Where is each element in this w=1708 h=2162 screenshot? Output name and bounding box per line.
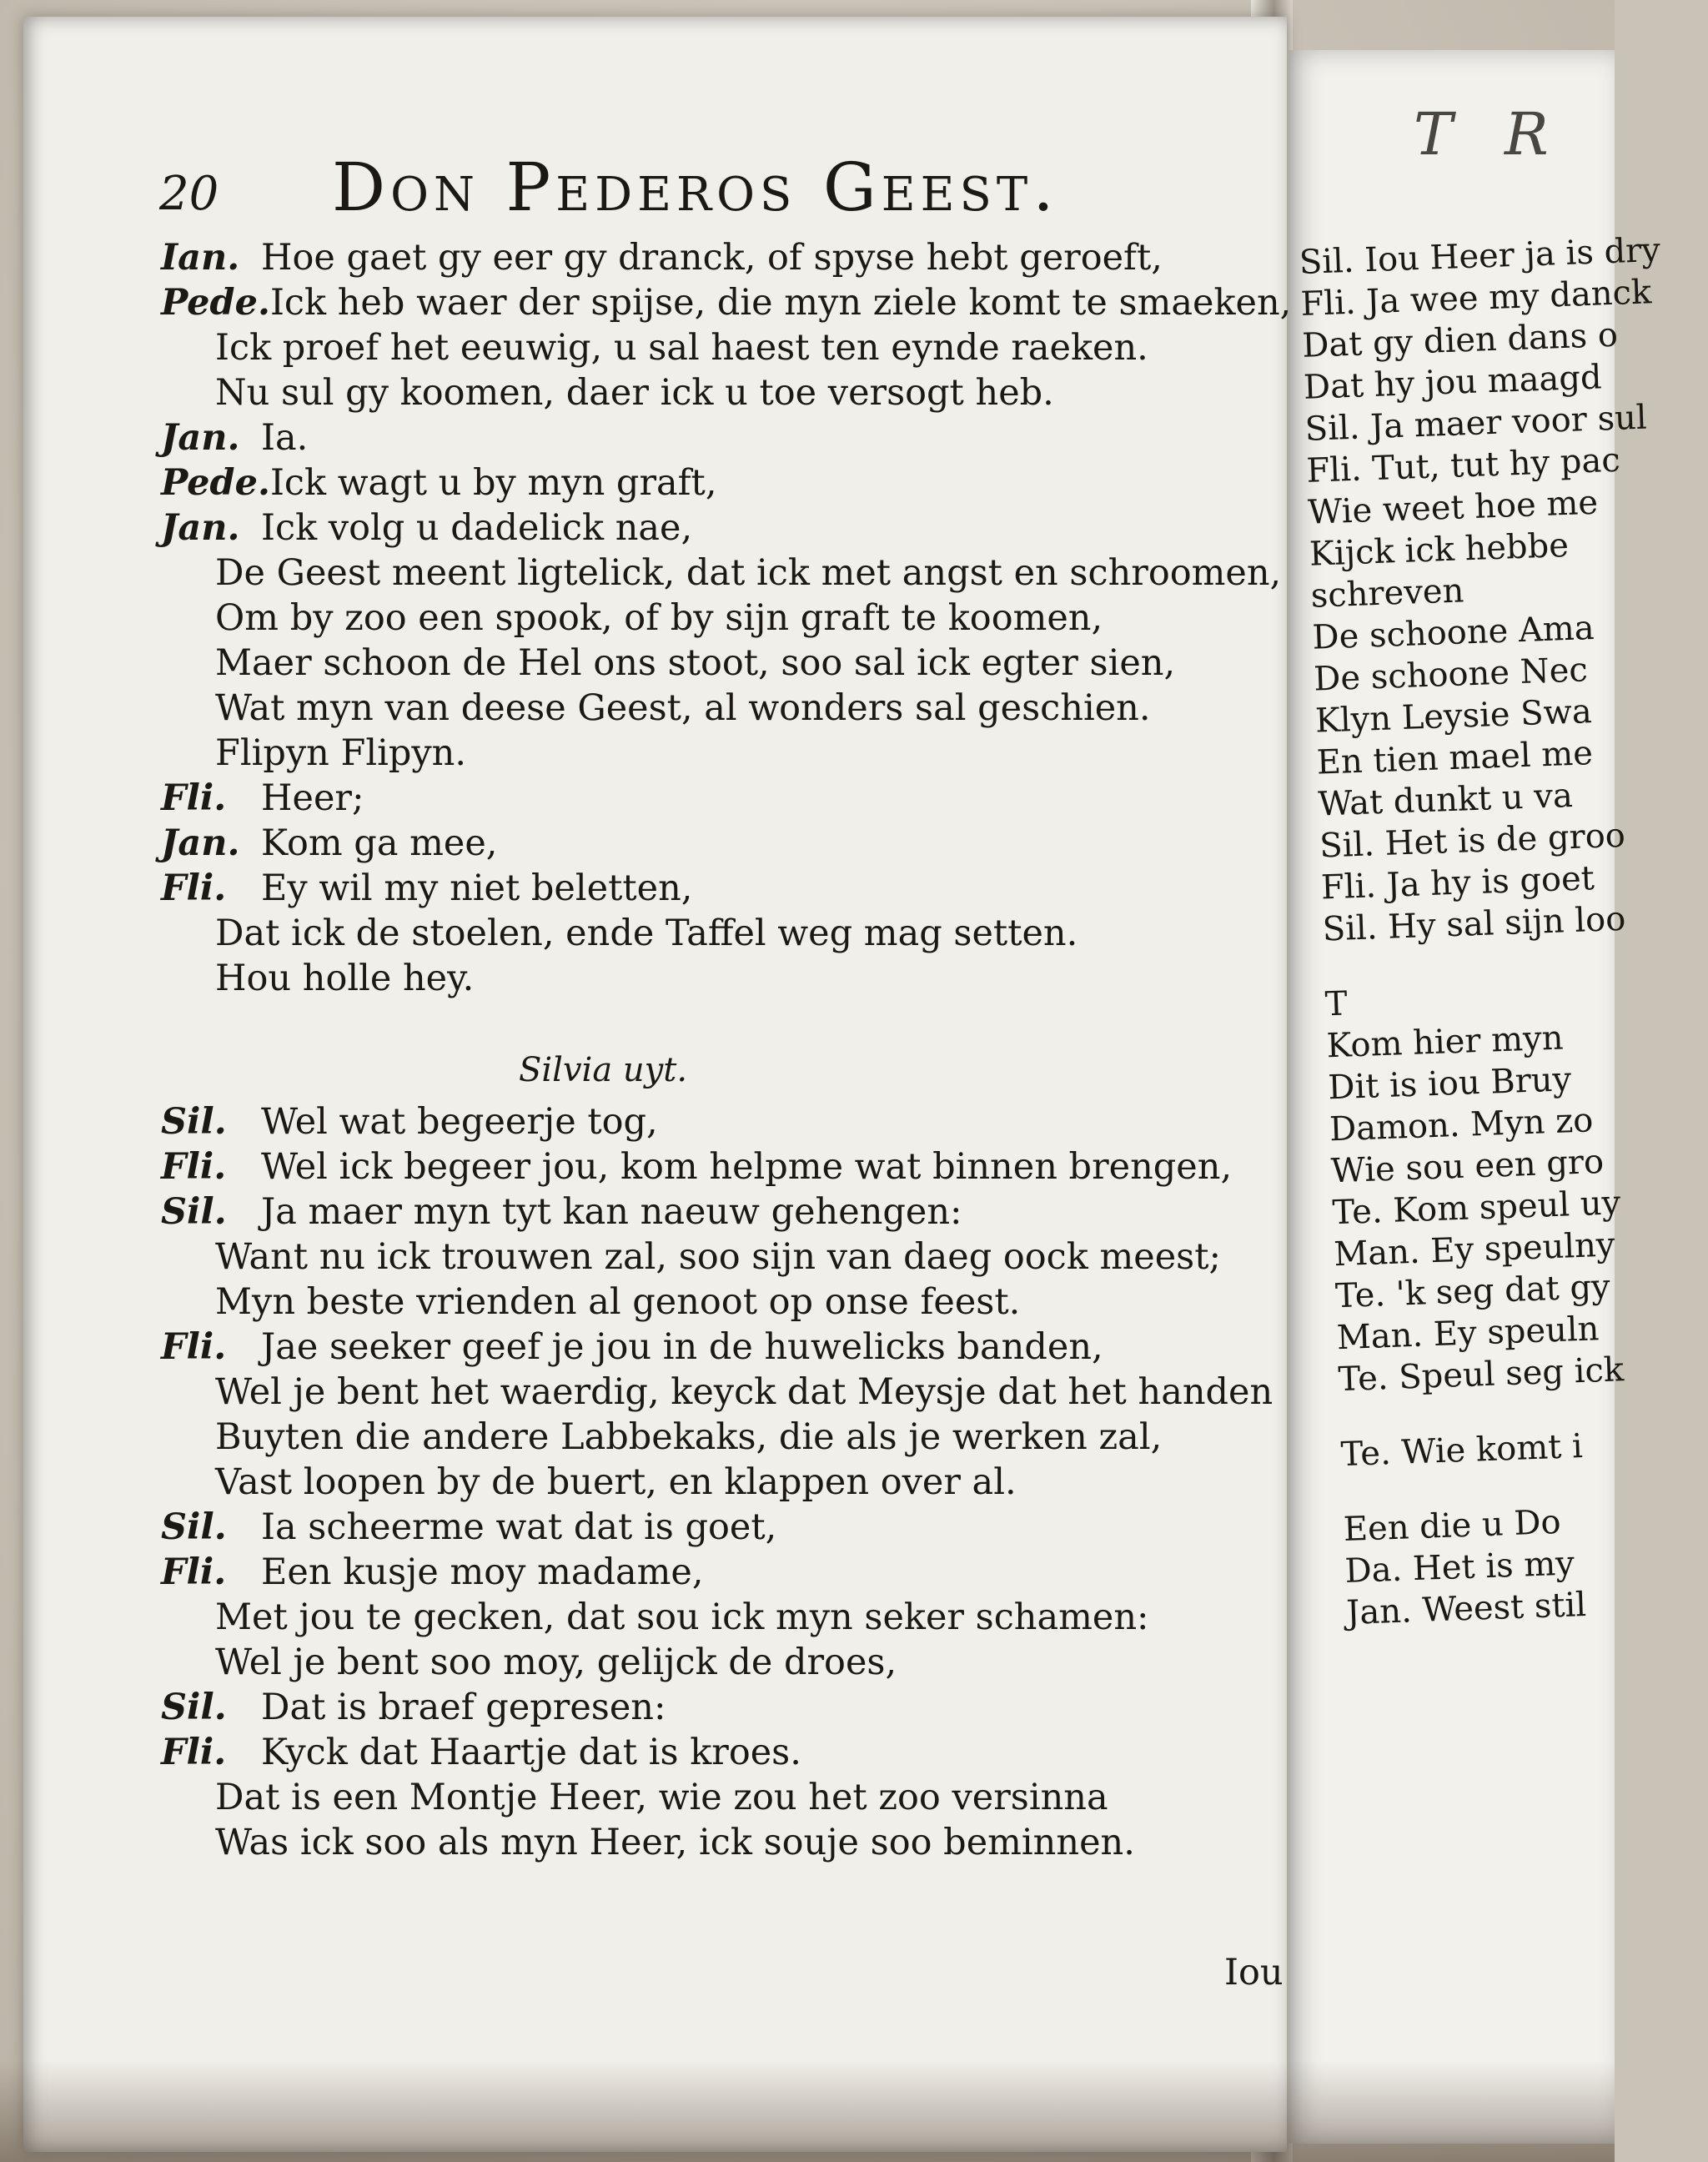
speaker-label: Sil. [161, 1687, 227, 1728]
verse-text: Ey wil my niet beletten, [261, 867, 693, 909]
right-page-line: T [1324, 984, 1349, 1024]
stage-direction: Silvia uyt. [518, 1051, 688, 1089]
verse-line [161, 1595, 1295, 1640]
verse-line [161, 415, 1295, 460]
right-page-line: Te. Kom speul uy [1331, 1184, 1621, 1233]
verse-line [161, 1189, 1295, 1234]
dialogue-block-2 [161, 1099, 1295, 1865]
verse-line [161, 1640, 1295, 1685]
right-page-line: En tien mael me [1316, 734, 1594, 782]
right-page [1289, 50, 1661, 2144]
right-page-line: Kom hier myn [1325, 1018, 1565, 1066]
verse-text: Nu sul gy koomen, daer ick u toe versogt heb. [215, 372, 1054, 414]
verse-line [161, 551, 1295, 596]
verse-text: Maer schoon de Hel ons stoot, soo sal ick egter sien, [215, 642, 1176, 684]
verse-text: Flipyn Flipyn. [215, 732, 467, 774]
right-page-line: Dat hy jou maagd [1303, 358, 1603, 407]
speaker-label: Sil. [161, 1191, 227, 1233]
verse-line [161, 235, 1295, 280]
right-page-line: Sil. Iou Heer ja is dry [1299, 230, 1661, 282]
right-page-line: Wat dunkt u va [1317, 776, 1574, 824]
verse-text: Jae seeker geef je jou in de huwelicks banden, [261, 1326, 1103, 1368]
right-page-line: Kijck ick hebbe [1309, 525, 1570, 574]
verse-line [161, 1325, 1295, 1370]
speaker-label: Jan. [161, 417, 240, 459]
right-page-line: Te. Wie komt i [1339, 1427, 1584, 1475]
verse-line [161, 460, 1295, 505]
verse-text: Kyck dat Haartje dat is kroes. [261, 1732, 801, 1773]
right-page-line: Man. Ey speulny [1333, 1225, 1616, 1275]
verse-text: Hou holle hey. [215, 958, 475, 999]
verse-line [161, 641, 1295, 686]
speaker-label: Fli. [161, 1146, 227, 1188]
verse-line [161, 596, 1295, 641]
right-page-line: Damon. Myn zo [1329, 1101, 1595, 1149]
right-page-line: Sil. Het is de groo [1319, 816, 1626, 866]
verse-line [161, 1415, 1295, 1460]
verse-line [161, 776, 1295, 821]
verse-line [161, 1099, 1295, 1144]
verse-line [161, 1775, 1295, 1820]
verse-text: Buyten die andere Labbekaks, die als je werken zal, [215, 1416, 1163, 1458]
verse-text: Want nu ick trouwen zal, soo sijn van daeg oock meest; [215, 1236, 1221, 1278]
verse-text: Was ick soo als myn Heer, ick souje soo beminnen. [215, 1822, 1135, 1863]
verse-line [161, 280, 1295, 325]
verse-line [161, 1820, 1295, 1865]
verse-text: Wel ick begeer jou, kom helpme wat binnen brengen, [261, 1146, 1233, 1188]
verse-line [161, 1685, 1295, 1730]
verse-line [161, 1505, 1295, 1550]
speaker-label: Pede. [161, 462, 270, 504]
verse-text: Ick heb waer der spijse, die myn ziele komt te smaeken, [269, 282, 1292, 324]
page-header [136, 142, 1245, 234]
speaker-label: Fli. [161, 1732, 227, 1773]
verse-line [161, 731, 1295, 776]
verse-text: Ia scheerme wat dat is goet, [261, 1506, 777, 1548]
verse-text: Wel wat begeerje tog, [261, 1101, 658, 1143]
page-number: 20 [159, 167, 219, 221]
verse-text: Dat is braef gepresen: [261, 1687, 666, 1728]
verse-line [161, 1370, 1295, 1415]
verse-text: Ick proef het eeuwig, u sal haest ten eynde raeken. [215, 327, 1148, 369]
right-page-line: Sil. Hy sal sijn loo [1321, 899, 1627, 949]
speaker-label: Sil. [161, 1506, 227, 1548]
verse-text: Om by zoo een spook, of by sijn graft te koomen, [215, 597, 1103, 639]
bottom-shadow [0, 2060, 1615, 2162]
verse-line [161, 1550, 1295, 1595]
right-page-line: Da. Het is my [1344, 1544, 1575, 1591]
verse-text: Wel je bent soo moy, gelijck de droes, [215, 1642, 897, 1683]
verse-text: Vast loopen by de buert, en klappen over al. [215, 1461, 1017, 1503]
verse-line [161, 686, 1295, 731]
right-page-line: Te. 'k seg dat gy [1334, 1267, 1611, 1316]
speaker-label: Jan. [161, 822, 240, 864]
verse-text: Dat ick de stoelen, ende Taffel weg mag setten. [215, 913, 1078, 954]
verse-line [161, 505, 1295, 551]
verse-text: De Geest meent ligtelick, dat ick met angst en schroomen, [215, 552, 1282, 594]
verse-line [161, 370, 1295, 415]
speaker-label: Pede. [161, 282, 270, 324]
verse-line [161, 1280, 1295, 1325]
right-page-line: Wie sou een gro [1330, 1142, 1605, 1191]
speaker-label: Jan. [161, 507, 240, 549]
verse-text: Wat myn van deese Geest, al wonders sal geschien. [215, 687, 1151, 729]
verse-line [161, 911, 1295, 956]
right-page-line: Sil. Ja maer voor sul [1304, 398, 1648, 449]
right-page-line: Fli. Ja wee my danck [1299, 273, 1652, 324]
speaker-label: Ian. [161, 237, 240, 279]
dialogue-block-1 [161, 235, 1295, 1001]
right-page-line: Jan. Weest stil [1345, 1585, 1587, 1632]
right-page-line: Wie weet hoe me [1307, 483, 1599, 532]
verse-text: Ja maer myn tyt kan naeuw gehengen: [261, 1191, 962, 1233]
right-page-line: Klyn Leysie Swa [1314, 692, 1593, 741]
verse-text: Een kusje moy madame, [261, 1551, 704, 1593]
verse-text: Wel je bent het waerdig, keyck dat Meysje dat het handen [215, 1371, 1273, 1413]
right-page-line: schreven [1310, 571, 1465, 616]
verse-text: Ia. [261, 417, 309, 459]
verse-text: Kom ga mee, [261, 822, 498, 864]
right-page-line: Een die u Do [1343, 1502, 1562, 1550]
right-page-line: Te. Speul seg ick [1337, 1350, 1625, 1400]
verse-text: Ick volg u dadelick nae, [261, 507, 693, 549]
catchword: Iou [1224, 1952, 1284, 1994]
verse-line [161, 1730, 1295, 1775]
verse-text: Ick wagt u by myn graft, [269, 462, 717, 504]
speaker-label: Fli. [161, 1326, 227, 1368]
running-title: Don Pederos Geest. [332, 148, 1059, 226]
speaker-label: Sil. [161, 1101, 227, 1143]
verse-line [161, 1460, 1295, 1505]
verse-text: Myn beste vrienden al genoot op onse feest. [215, 1281, 1021, 1323]
speaker-label: Fli. [161, 1551, 227, 1593]
verse-text: Met jou te gecken, dat sou ick myn seker schamen: [215, 1596, 1149, 1638]
verse-line [161, 956, 1295, 1001]
spacer [161, 1001, 1295, 1041]
right-page-line: Dat gy dien dans o [1301, 315, 1619, 365]
right-page-line: Dit is iou Bruy [1327, 1060, 1572, 1108]
verse-text: Heer; [261, 777, 364, 819]
play-text [161, 235, 1295, 1865]
right-running-head: T R [1414, 100, 1565, 168]
right-page-text [1299, 229, 1697, 1634]
right-page-line: Fli. Tut, tut hy pac [1305, 440, 1621, 490]
right-page-line: Fli. Ja hy is goet [1320, 859, 1595, 908]
speaker-label: Fli. [161, 867, 227, 909]
left-page [23, 17, 1292, 2152]
verse-line [161, 866, 1295, 911]
verse-line [161, 325, 1295, 370]
speaker-label: Fli. [161, 777, 227, 819]
right-page-line: De schoone Ama [1311, 608, 1595, 657]
verse-line [161, 1234, 1295, 1280]
verse-text: Hoe gaet gy eer gy dranck, of spyse hebt geroeft, [261, 237, 1163, 279]
verse-line [161, 1144, 1295, 1189]
right-page-line: Man. Ey speuln [1336, 1310, 1600, 1358]
verse-text: Dat is een Montje Heer, wie zou het zoo versinna [215, 1777, 1108, 1818]
right-page-line: De schoone Nec [1313, 651, 1589, 699]
verse-line [161, 821, 1295, 866]
